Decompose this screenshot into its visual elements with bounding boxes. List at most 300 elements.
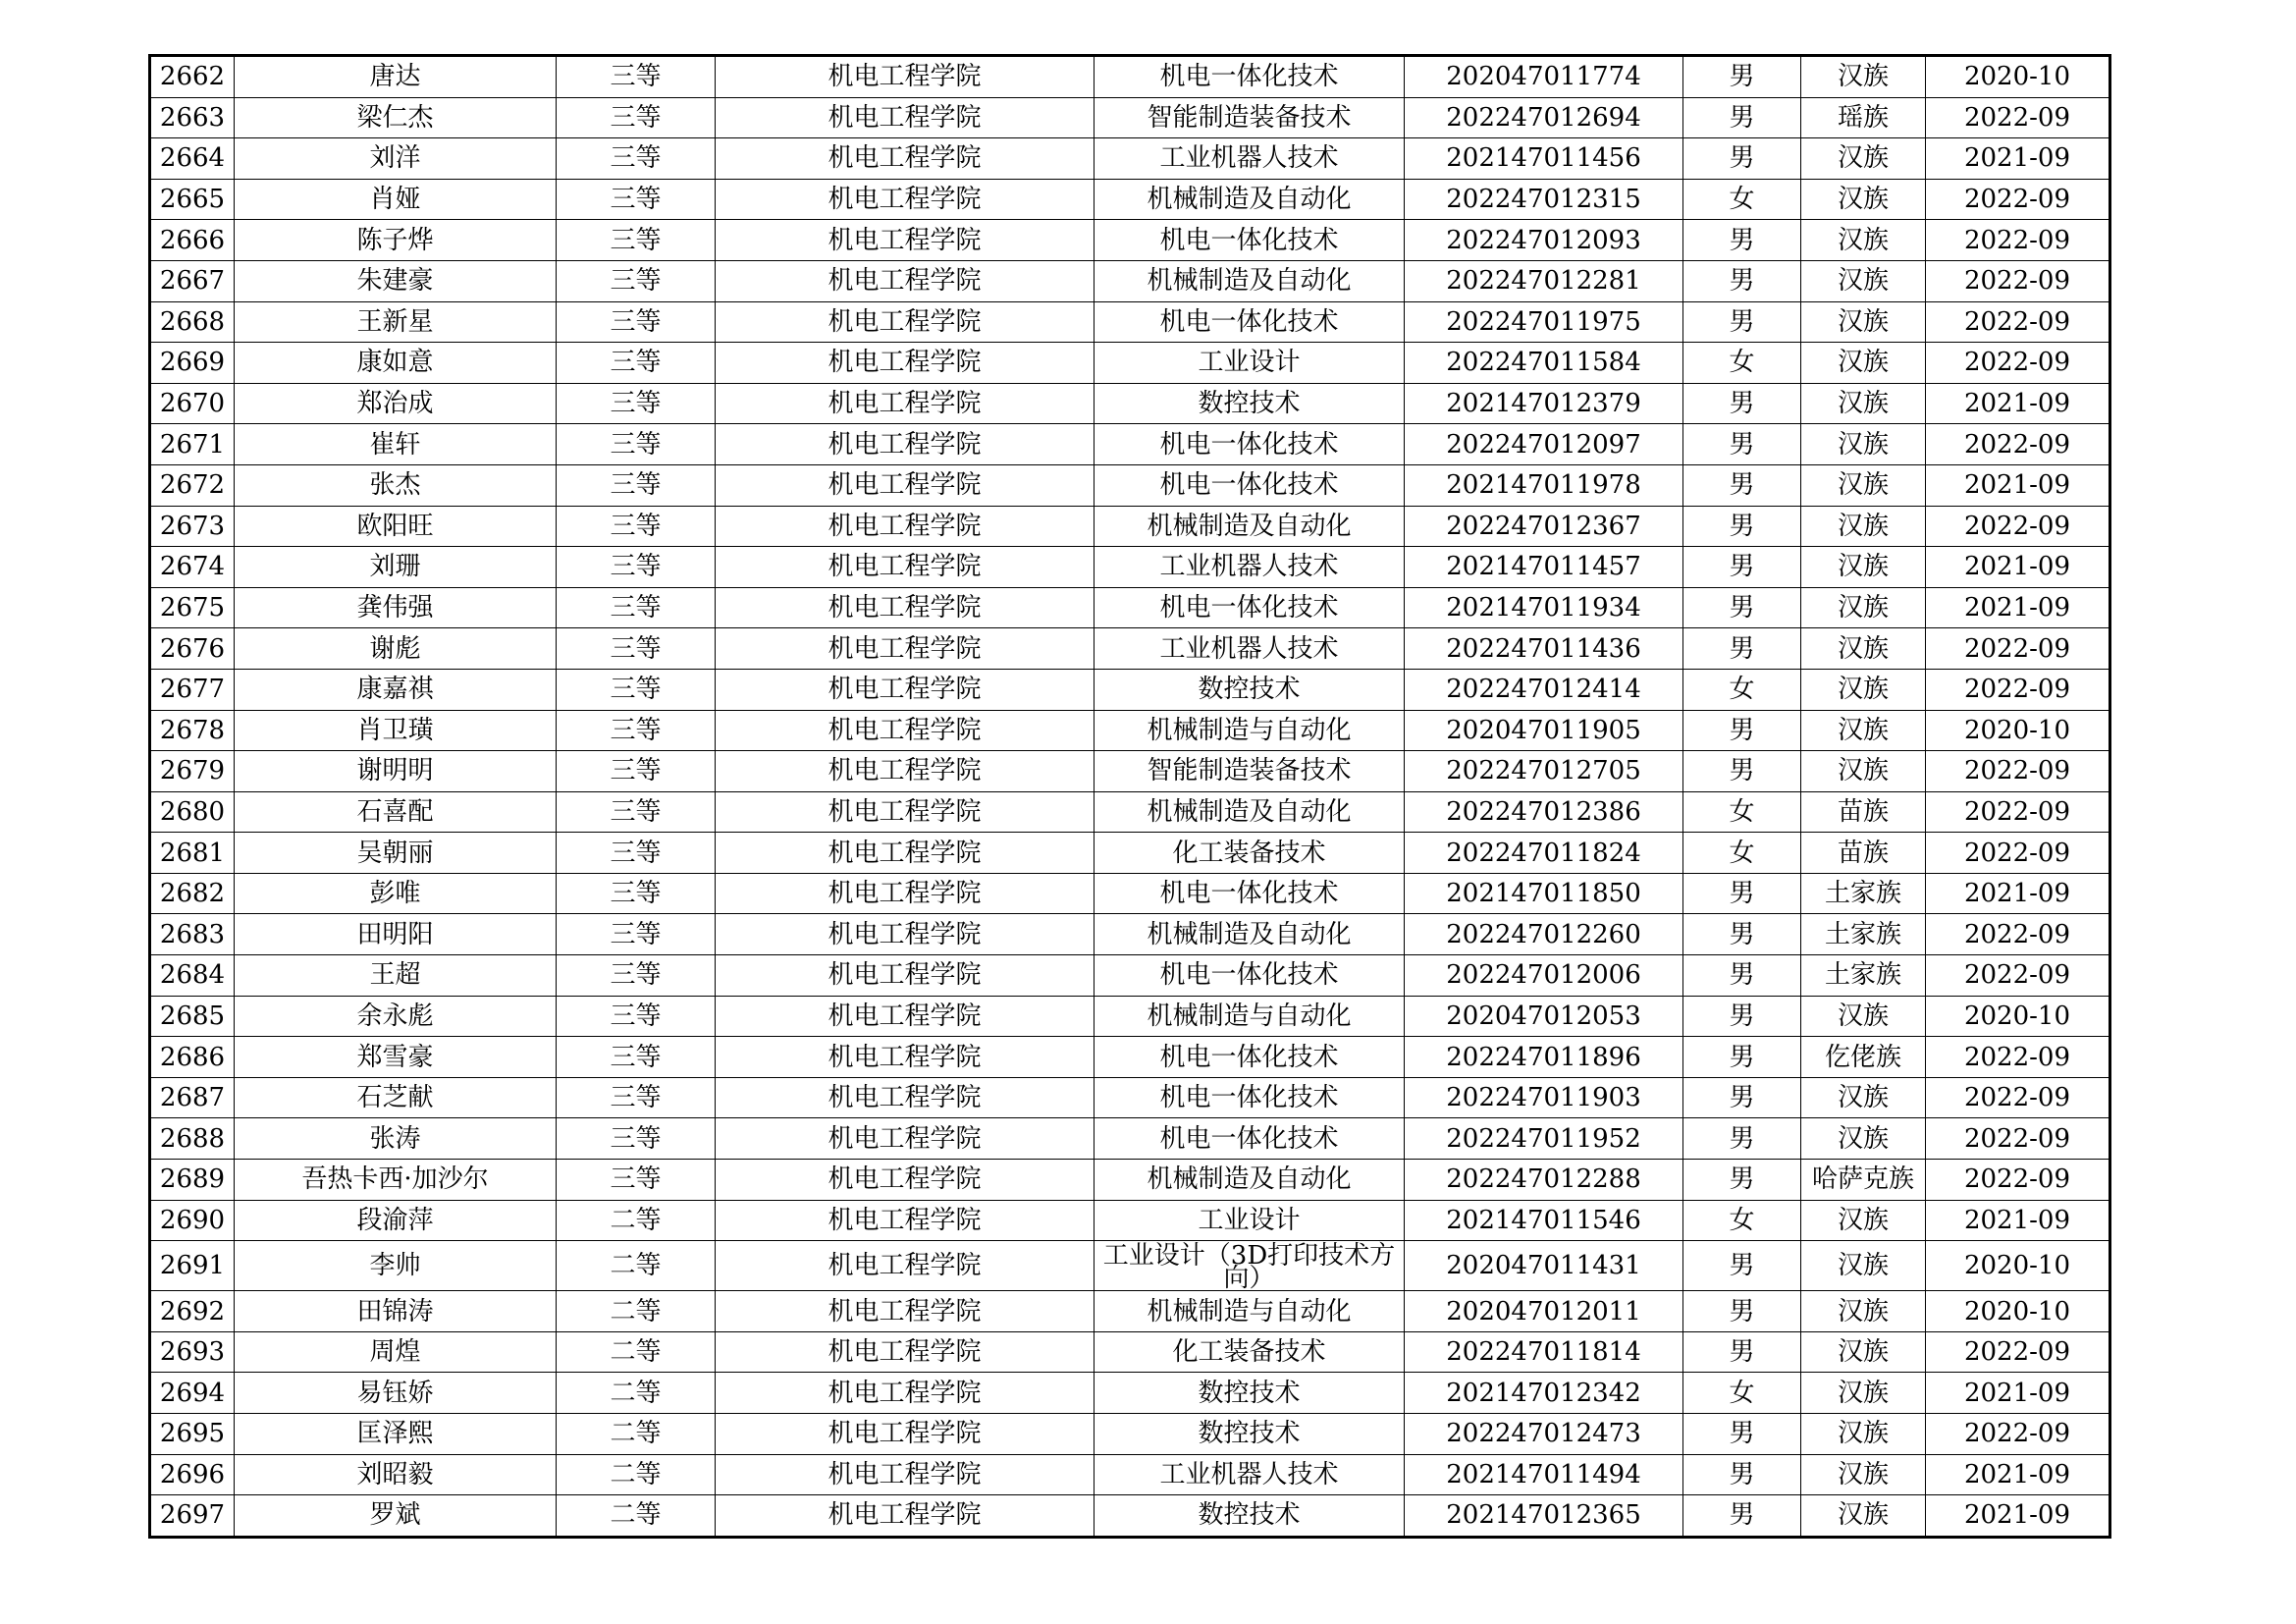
cell-serial-number: 2666 bbox=[150, 220, 235, 261]
cell-enrollment-date: 2022-09 bbox=[1926, 1037, 2110, 1078]
cell-ethnicity: 汉族 bbox=[1801, 1200, 1926, 1241]
cell-student-name: 王新星 bbox=[235, 301, 557, 343]
cell-college: 机电工程学院 bbox=[716, 138, 1095, 180]
cell-student-name: 张涛 bbox=[235, 1118, 557, 1160]
cell-student-name: 吴朝丽 bbox=[235, 833, 557, 874]
table-row bbox=[150, 628, 2110, 670]
cell-student-id: 202247011903 bbox=[1405, 1077, 1683, 1118]
cell-student-id: 202147011850 bbox=[1405, 873, 1683, 914]
cell-gender: 男 bbox=[1683, 873, 1801, 914]
cell-serial-number: 2671 bbox=[150, 424, 235, 465]
cell-award-level: 三等 bbox=[557, 1077, 716, 1118]
cell-gender: 男 bbox=[1683, 464, 1801, 506]
table-row bbox=[150, 464, 2110, 506]
cell-gender: 女 bbox=[1683, 343, 1801, 384]
cell-serial-number: 2689 bbox=[150, 1160, 235, 1201]
cell-student-id: 202247012315 bbox=[1405, 179, 1683, 220]
cell-student-name: 段渝萍 bbox=[235, 1200, 557, 1241]
cell-college: 机电工程学院 bbox=[716, 547, 1095, 588]
cell-student-id: 202247012414 bbox=[1405, 669, 1683, 710]
table-row bbox=[150, 1241, 2110, 1291]
cell-serial-number: 2686 bbox=[150, 1037, 235, 1078]
cell-ethnicity: 汉族 bbox=[1801, 996, 1926, 1037]
cell-award-level: 三等 bbox=[557, 424, 716, 465]
cell-enrollment-date: 2022-09 bbox=[1926, 179, 2110, 220]
table-row bbox=[150, 1331, 2110, 1373]
cell-ethnicity: 土家族 bbox=[1801, 955, 1926, 997]
cell-gender: 女 bbox=[1683, 669, 1801, 710]
cell-major: 工业机器人技术 bbox=[1095, 628, 1405, 670]
cell-ethnicity: 汉族 bbox=[1801, 138, 1926, 180]
cell-ethnicity: 汉族 bbox=[1801, 1241, 1926, 1291]
cell-serial-number: 2697 bbox=[150, 1495, 235, 1538]
cell-award-level: 三等 bbox=[557, 914, 716, 955]
cell-college: 机电工程学院 bbox=[716, 1495, 1095, 1538]
cell-serial-number: 2667 bbox=[150, 260, 235, 301]
table-row bbox=[150, 1291, 2110, 1332]
cell-student-id: 202147011456 bbox=[1405, 138, 1683, 180]
cell-college: 机电工程学院 bbox=[716, 260, 1095, 301]
cell-college: 机电工程学院 bbox=[716, 791, 1095, 833]
cell-gender: 男 bbox=[1683, 424, 1801, 465]
cell-serial-number: 2691 bbox=[150, 1241, 235, 1291]
cell-award-level: 三等 bbox=[557, 343, 716, 384]
cell-enrollment-date: 2020-10 bbox=[1926, 56, 2110, 98]
cell-student-name: 石喜配 bbox=[235, 791, 557, 833]
table-row bbox=[150, 1454, 2110, 1495]
table-row bbox=[150, 955, 2110, 997]
cell-student-name: 肖娅 bbox=[235, 179, 557, 220]
cell-student-name: 郑雪豪 bbox=[235, 1037, 557, 1078]
table-row bbox=[150, 383, 2110, 424]
cell-college: 机电工程学院 bbox=[716, 1454, 1095, 1495]
cell-serial-number: 2673 bbox=[150, 506, 235, 547]
cell-student-id: 202147011934 bbox=[1405, 587, 1683, 628]
cell-serial-number: 2687 bbox=[150, 1077, 235, 1118]
table-row bbox=[150, 791, 2110, 833]
cell-ethnicity: 汉族 bbox=[1801, 260, 1926, 301]
cell-award-level: 三等 bbox=[557, 1037, 716, 1078]
cell-ethnicity: 哈萨克族 bbox=[1801, 1160, 1926, 1201]
table-body bbox=[150, 56, 2110, 1538]
cell-student-id: 202247011952 bbox=[1405, 1118, 1683, 1160]
cell-major: 机电一体化技术 bbox=[1095, 1037, 1405, 1078]
table-row bbox=[150, 260, 2110, 301]
table-row bbox=[150, 506, 2110, 547]
cell-college: 机电工程学院 bbox=[716, 710, 1095, 751]
cell-serial-number: 2683 bbox=[150, 914, 235, 955]
cell-student-id: 202147012365 bbox=[1405, 1495, 1683, 1538]
cell-serial-number: 2665 bbox=[150, 179, 235, 220]
cell-award-level: 三等 bbox=[557, 628, 716, 670]
cell-major: 工业机器人技术 bbox=[1095, 547, 1405, 588]
cell-enrollment-date: 2022-09 bbox=[1926, 791, 2110, 833]
cell-serial-number: 2676 bbox=[150, 628, 235, 670]
table-row bbox=[150, 1077, 2110, 1118]
cell-enrollment-date: 2022-09 bbox=[1926, 1118, 2110, 1160]
cell-ethnicity: 汉族 bbox=[1801, 1331, 1926, 1373]
cell-student-id: 202247012260 bbox=[1405, 914, 1683, 955]
cell-enrollment-date: 2021-09 bbox=[1926, 464, 2110, 506]
cell-college: 机电工程学院 bbox=[716, 220, 1095, 261]
cell-student-id: 202247012006 bbox=[1405, 955, 1683, 997]
cell-gender: 男 bbox=[1683, 955, 1801, 997]
cell-enrollment-date: 2021-09 bbox=[1926, 138, 2110, 180]
cell-student-name: 朱建豪 bbox=[235, 260, 557, 301]
cell-ethnicity: 汉族 bbox=[1801, 1495, 1926, 1538]
cell-serial-number: 2682 bbox=[150, 873, 235, 914]
cell-major: 机电一体化技术 bbox=[1095, 301, 1405, 343]
cell-major: 工业设计（3D打印技术方向） bbox=[1095, 1241, 1405, 1291]
cell-student-name: 李帅 bbox=[235, 1241, 557, 1291]
cell-enrollment-date: 2022-09 bbox=[1926, 628, 2110, 670]
cell-ethnicity: 汉族 bbox=[1801, 220, 1926, 261]
cell-enrollment-date: 2020-10 bbox=[1926, 1241, 2110, 1291]
cell-college: 机电工程学院 bbox=[716, 669, 1095, 710]
student-list-table bbox=[148, 54, 2111, 1539]
cell-student-name: 陈子烨 bbox=[235, 220, 557, 261]
cell-college: 机电工程学院 bbox=[716, 833, 1095, 874]
cell-student-id: 202147011546 bbox=[1405, 1200, 1683, 1241]
cell-gender: 女 bbox=[1683, 791, 1801, 833]
cell-enrollment-date: 2022-09 bbox=[1926, 669, 2110, 710]
cell-award-level: 三等 bbox=[557, 833, 716, 874]
cell-enrollment-date: 2022-09 bbox=[1926, 301, 2110, 343]
cell-serial-number: 2693 bbox=[150, 1331, 235, 1373]
cell-ethnicity: 汉族 bbox=[1801, 506, 1926, 547]
cell-gender: 男 bbox=[1683, 1414, 1801, 1455]
cell-enrollment-date: 2022-09 bbox=[1926, 833, 2110, 874]
cell-college: 机电工程学院 bbox=[716, 343, 1095, 384]
cell-major: 机械制造及自动化 bbox=[1095, 506, 1405, 547]
cell-enrollment-date: 2022-09 bbox=[1926, 260, 2110, 301]
cell-student-name: 谢彪 bbox=[235, 628, 557, 670]
table-row bbox=[150, 547, 2110, 588]
table-row bbox=[150, 1495, 2110, 1538]
cell-college: 机电工程学院 bbox=[716, 301, 1095, 343]
cell-student-id: 202047011431 bbox=[1405, 1241, 1683, 1291]
cell-enrollment-date: 2022-09 bbox=[1926, 97, 2110, 138]
cell-major: 数控技术 bbox=[1095, 669, 1405, 710]
cell-gender: 男 bbox=[1683, 1160, 1801, 1201]
cell-ethnicity: 瑶族 bbox=[1801, 97, 1926, 138]
cell-student-id: 202247012097 bbox=[1405, 424, 1683, 465]
cell-major: 机械制造与自动化 bbox=[1095, 1291, 1405, 1332]
cell-college: 机电工程学院 bbox=[716, 587, 1095, 628]
cell-enrollment-date: 2021-09 bbox=[1926, 1200, 2110, 1241]
cell-gender: 男 bbox=[1683, 383, 1801, 424]
cell-college: 机电工程学院 bbox=[716, 1241, 1095, 1291]
cell-gender: 男 bbox=[1683, 301, 1801, 343]
table-row bbox=[150, 179, 2110, 220]
cell-award-level: 三等 bbox=[557, 547, 716, 588]
cell-student-id: 202147011978 bbox=[1405, 464, 1683, 506]
cell-ethnicity: 汉族 bbox=[1801, 383, 1926, 424]
cell-serial-number: 2692 bbox=[150, 1291, 235, 1332]
cell-serial-number: 2668 bbox=[150, 301, 235, 343]
cell-ethnicity: 苗族 bbox=[1801, 791, 1926, 833]
cell-student-name: 刘珊 bbox=[235, 547, 557, 588]
cell-ethnicity: 汉族 bbox=[1801, 1291, 1926, 1332]
table-row bbox=[150, 138, 2110, 180]
cell-serial-number: 2662 bbox=[150, 56, 235, 98]
cell-student-name: 张杰 bbox=[235, 464, 557, 506]
cell-college: 机电工程学院 bbox=[716, 506, 1095, 547]
cell-student-name: 田明阳 bbox=[235, 914, 557, 955]
cell-ethnicity: 汉族 bbox=[1801, 587, 1926, 628]
cell-college: 机电工程学院 bbox=[716, 464, 1095, 506]
cell-college: 机电工程学院 bbox=[716, 751, 1095, 792]
cell-college: 机电工程学院 bbox=[716, 628, 1095, 670]
cell-enrollment-date: 2022-09 bbox=[1926, 1414, 2110, 1455]
cell-major: 化工装备技术 bbox=[1095, 833, 1405, 874]
table-row bbox=[150, 56, 2110, 98]
cell-student-name: 唐达 bbox=[235, 56, 557, 98]
cell-student-name: 石芝献 bbox=[235, 1077, 557, 1118]
cell-award-level: 三等 bbox=[557, 97, 716, 138]
cell-ethnicity: 汉族 bbox=[1801, 628, 1926, 670]
table-row bbox=[150, 914, 2110, 955]
cell-major: 工业机器人技术 bbox=[1095, 138, 1405, 180]
cell-student-id: 202247012386 bbox=[1405, 791, 1683, 833]
cell-college: 机电工程学院 bbox=[716, 1077, 1095, 1118]
cell-college: 机电工程学院 bbox=[716, 1331, 1095, 1373]
cell-gender: 男 bbox=[1683, 1331, 1801, 1373]
cell-gender: 男 bbox=[1683, 1118, 1801, 1160]
cell-award-level: 三等 bbox=[557, 260, 716, 301]
cell-award-level: 三等 bbox=[557, 1118, 716, 1160]
cell-college: 机电工程学院 bbox=[716, 424, 1095, 465]
cell-gender: 男 bbox=[1683, 56, 1801, 98]
cell-enrollment-date: 2021-09 bbox=[1926, 587, 2110, 628]
cell-student-name: 康嘉祺 bbox=[235, 669, 557, 710]
cell-award-level: 三等 bbox=[557, 464, 716, 506]
cell-gender: 男 bbox=[1683, 628, 1801, 670]
cell-student-id: 202247012281 bbox=[1405, 260, 1683, 301]
cell-major: 机电一体化技术 bbox=[1095, 464, 1405, 506]
cell-serial-number: 2674 bbox=[150, 547, 235, 588]
cell-major: 工业机器人技术 bbox=[1095, 1454, 1405, 1495]
cell-enrollment-date: 2022-09 bbox=[1926, 1331, 2110, 1373]
cell-award-level: 三等 bbox=[557, 791, 716, 833]
cell-student-name: 崔轩 bbox=[235, 424, 557, 465]
cell-student-id: 202247012093 bbox=[1405, 220, 1683, 261]
cell-award-level: 二等 bbox=[557, 1200, 716, 1241]
cell-award-level: 三等 bbox=[557, 383, 716, 424]
cell-ethnicity: 汉族 bbox=[1801, 1454, 1926, 1495]
cell-student-id: 202247011814 bbox=[1405, 1331, 1683, 1373]
cell-enrollment-date: 2021-09 bbox=[1926, 1373, 2110, 1414]
table-row bbox=[150, 1414, 2110, 1455]
cell-ethnicity: 汉族 bbox=[1801, 751, 1926, 792]
cell-ethnicity: 汉族 bbox=[1801, 669, 1926, 710]
cell-major: 机械制造与自动化 bbox=[1095, 710, 1405, 751]
table-row bbox=[150, 873, 2110, 914]
cell-college: 机电工程学院 bbox=[716, 873, 1095, 914]
cell-ethnicity: 汉族 bbox=[1801, 1373, 1926, 1414]
cell-gender: 男 bbox=[1683, 751, 1801, 792]
table-row bbox=[150, 1037, 2110, 1078]
cell-college: 机电工程学院 bbox=[716, 56, 1095, 98]
table-row bbox=[150, 1373, 2110, 1414]
cell-serial-number: 2663 bbox=[150, 97, 235, 138]
cell-student-id: 202247011824 bbox=[1405, 833, 1683, 874]
cell-enrollment-date: 2022-09 bbox=[1926, 506, 2110, 547]
cell-award-level: 三等 bbox=[557, 955, 716, 997]
cell-major: 数控技术 bbox=[1095, 1495, 1405, 1538]
cell-student-id: 202147011494 bbox=[1405, 1454, 1683, 1495]
table-row bbox=[150, 833, 2110, 874]
cell-college: 机电工程学院 bbox=[716, 996, 1095, 1037]
cell-enrollment-date: 2022-09 bbox=[1926, 220, 2110, 261]
cell-gender: 男 bbox=[1683, 220, 1801, 261]
cell-gender: 男 bbox=[1683, 1454, 1801, 1495]
cell-student-id: 202247012367 bbox=[1405, 506, 1683, 547]
cell-gender: 男 bbox=[1683, 1291, 1801, 1332]
cell-ethnicity: 仡佬族 bbox=[1801, 1037, 1926, 1078]
table-row bbox=[150, 996, 2110, 1037]
table-row bbox=[150, 1160, 2110, 1201]
cell-ethnicity: 土家族 bbox=[1801, 873, 1926, 914]
cell-serial-number: 2690 bbox=[150, 1200, 235, 1241]
cell-ethnicity: 汉族 bbox=[1801, 343, 1926, 384]
cell-major: 化工装备技术 bbox=[1095, 1331, 1405, 1373]
cell-college: 机电工程学院 bbox=[716, 1373, 1095, 1414]
cell-enrollment-date: 2020-10 bbox=[1926, 1291, 2110, 1332]
cell-student-name: 匡泽熙 bbox=[235, 1414, 557, 1455]
cell-enrollment-date: 2022-09 bbox=[1926, 751, 2110, 792]
cell-college: 机电工程学院 bbox=[716, 179, 1095, 220]
cell-student-name: 欧阳旺 bbox=[235, 506, 557, 547]
cell-gender: 男 bbox=[1683, 1037, 1801, 1078]
cell-award-level: 三等 bbox=[557, 1160, 716, 1201]
cell-college: 机电工程学院 bbox=[716, 1200, 1095, 1241]
cell-enrollment-date: 2021-09 bbox=[1926, 1454, 2110, 1495]
cell-serial-number: 2678 bbox=[150, 710, 235, 751]
cell-student-name: 刘昭毅 bbox=[235, 1454, 557, 1495]
cell-gender: 女 bbox=[1683, 1200, 1801, 1241]
cell-serial-number: 2684 bbox=[150, 955, 235, 997]
table-row bbox=[150, 587, 2110, 628]
cell-student-id: 202247011896 bbox=[1405, 1037, 1683, 1078]
cell-ethnicity: 汉族 bbox=[1801, 464, 1926, 506]
cell-student-id: 202247012473 bbox=[1405, 1414, 1683, 1455]
cell-award-level: 二等 bbox=[557, 1331, 716, 1373]
cell-major: 机械制造与自动化 bbox=[1095, 996, 1405, 1037]
cell-major: 机械制造及自动化 bbox=[1095, 179, 1405, 220]
cell-major: 数控技术 bbox=[1095, 1414, 1405, 1455]
cell-award-level: 三等 bbox=[557, 220, 716, 261]
cell-ethnicity: 汉族 bbox=[1801, 1414, 1926, 1455]
cell-major: 机电一体化技术 bbox=[1095, 1118, 1405, 1160]
cell-student-id: 202047012053 bbox=[1405, 996, 1683, 1037]
cell-serial-number: 2680 bbox=[150, 791, 235, 833]
cell-gender: 男 bbox=[1683, 914, 1801, 955]
cell-ethnicity: 汉族 bbox=[1801, 547, 1926, 588]
table-row bbox=[150, 710, 2110, 751]
cell-gender: 男 bbox=[1683, 710, 1801, 751]
cell-gender: 女 bbox=[1683, 179, 1801, 220]
cell-major: 机械制造及自动化 bbox=[1095, 1160, 1405, 1201]
cell-enrollment-date: 2022-09 bbox=[1926, 1077, 2110, 1118]
cell-serial-number: 2670 bbox=[150, 383, 235, 424]
cell-gender: 男 bbox=[1683, 138, 1801, 180]
cell-award-level: 三等 bbox=[557, 506, 716, 547]
cell-gender: 男 bbox=[1683, 506, 1801, 547]
cell-college: 机电工程学院 bbox=[716, 955, 1095, 997]
cell-student-name: 易钰娇 bbox=[235, 1373, 557, 1414]
cell-major: 机械制造及自动化 bbox=[1095, 791, 1405, 833]
cell-award-level: 三等 bbox=[557, 710, 716, 751]
cell-award-level: 三等 bbox=[557, 996, 716, 1037]
cell-award-level: 三等 bbox=[557, 751, 716, 792]
cell-award-level: 二等 bbox=[557, 1291, 716, 1332]
cell-college: 机电工程学院 bbox=[716, 1037, 1095, 1078]
cell-serial-number: 2679 bbox=[150, 751, 235, 792]
cell-student-name: 刘洋 bbox=[235, 138, 557, 180]
table-row bbox=[150, 669, 2110, 710]
cell-ethnicity: 汉族 bbox=[1801, 1118, 1926, 1160]
cell-enrollment-date: 2021-09 bbox=[1926, 873, 2110, 914]
cell-award-level: 二等 bbox=[557, 1495, 716, 1538]
cell-serial-number: 2696 bbox=[150, 1454, 235, 1495]
cell-student-id: 202147012379 bbox=[1405, 383, 1683, 424]
cell-enrollment-date: 2022-09 bbox=[1926, 343, 2110, 384]
cell-serial-number: 2669 bbox=[150, 343, 235, 384]
table-row bbox=[150, 301, 2110, 343]
cell-ethnicity: 土家族 bbox=[1801, 914, 1926, 955]
cell-gender: 男 bbox=[1683, 260, 1801, 301]
cell-student-name: 周煌 bbox=[235, 1331, 557, 1373]
cell-student-name: 肖卫璜 bbox=[235, 710, 557, 751]
cell-ethnicity: 汉族 bbox=[1801, 56, 1926, 98]
cell-award-level: 三等 bbox=[557, 301, 716, 343]
cell-ethnicity: 汉族 bbox=[1801, 424, 1926, 465]
table-row bbox=[150, 97, 2110, 138]
cell-award-level: 三等 bbox=[557, 587, 716, 628]
cell-student-id: 202247011436 bbox=[1405, 628, 1683, 670]
cell-gender: 男 bbox=[1683, 587, 1801, 628]
cell-student-id: 202047011905 bbox=[1405, 710, 1683, 751]
cell-college: 机电工程学院 bbox=[716, 1118, 1095, 1160]
cell-award-level: 三等 bbox=[557, 56, 716, 98]
cell-serial-number: 2694 bbox=[150, 1373, 235, 1414]
cell-major: 数控技术 bbox=[1095, 1373, 1405, 1414]
cell-student-name: 吾热卡西·加沙尔 bbox=[235, 1160, 557, 1201]
cell-serial-number: 2688 bbox=[150, 1118, 235, 1160]
cell-student-id: 202047012011 bbox=[1405, 1291, 1683, 1332]
cell-student-id: 202247012705 bbox=[1405, 751, 1683, 792]
cell-major: 机电一体化技术 bbox=[1095, 873, 1405, 914]
cell-ethnicity: 汉族 bbox=[1801, 179, 1926, 220]
table-row bbox=[150, 1118, 2110, 1160]
cell-major: 工业设计 bbox=[1095, 343, 1405, 384]
cell-serial-number: 2675 bbox=[150, 587, 235, 628]
cell-student-id: 202247012288 bbox=[1405, 1160, 1683, 1201]
cell-award-level: 二等 bbox=[557, 1414, 716, 1455]
cell-serial-number: 2664 bbox=[150, 138, 235, 180]
cell-award-level: 二等 bbox=[557, 1454, 716, 1495]
table-row bbox=[150, 343, 2110, 384]
cell-serial-number: 2672 bbox=[150, 464, 235, 506]
cell-major: 机电一体化技术 bbox=[1095, 1077, 1405, 1118]
cell-major: 工业设计 bbox=[1095, 1200, 1405, 1241]
cell-student-id: 202147011457 bbox=[1405, 547, 1683, 588]
cell-gender: 男 bbox=[1683, 547, 1801, 588]
cell-award-level: 二等 bbox=[557, 1241, 716, 1291]
cell-enrollment-date: 2021-09 bbox=[1926, 383, 2110, 424]
cell-serial-number: 2681 bbox=[150, 833, 235, 874]
